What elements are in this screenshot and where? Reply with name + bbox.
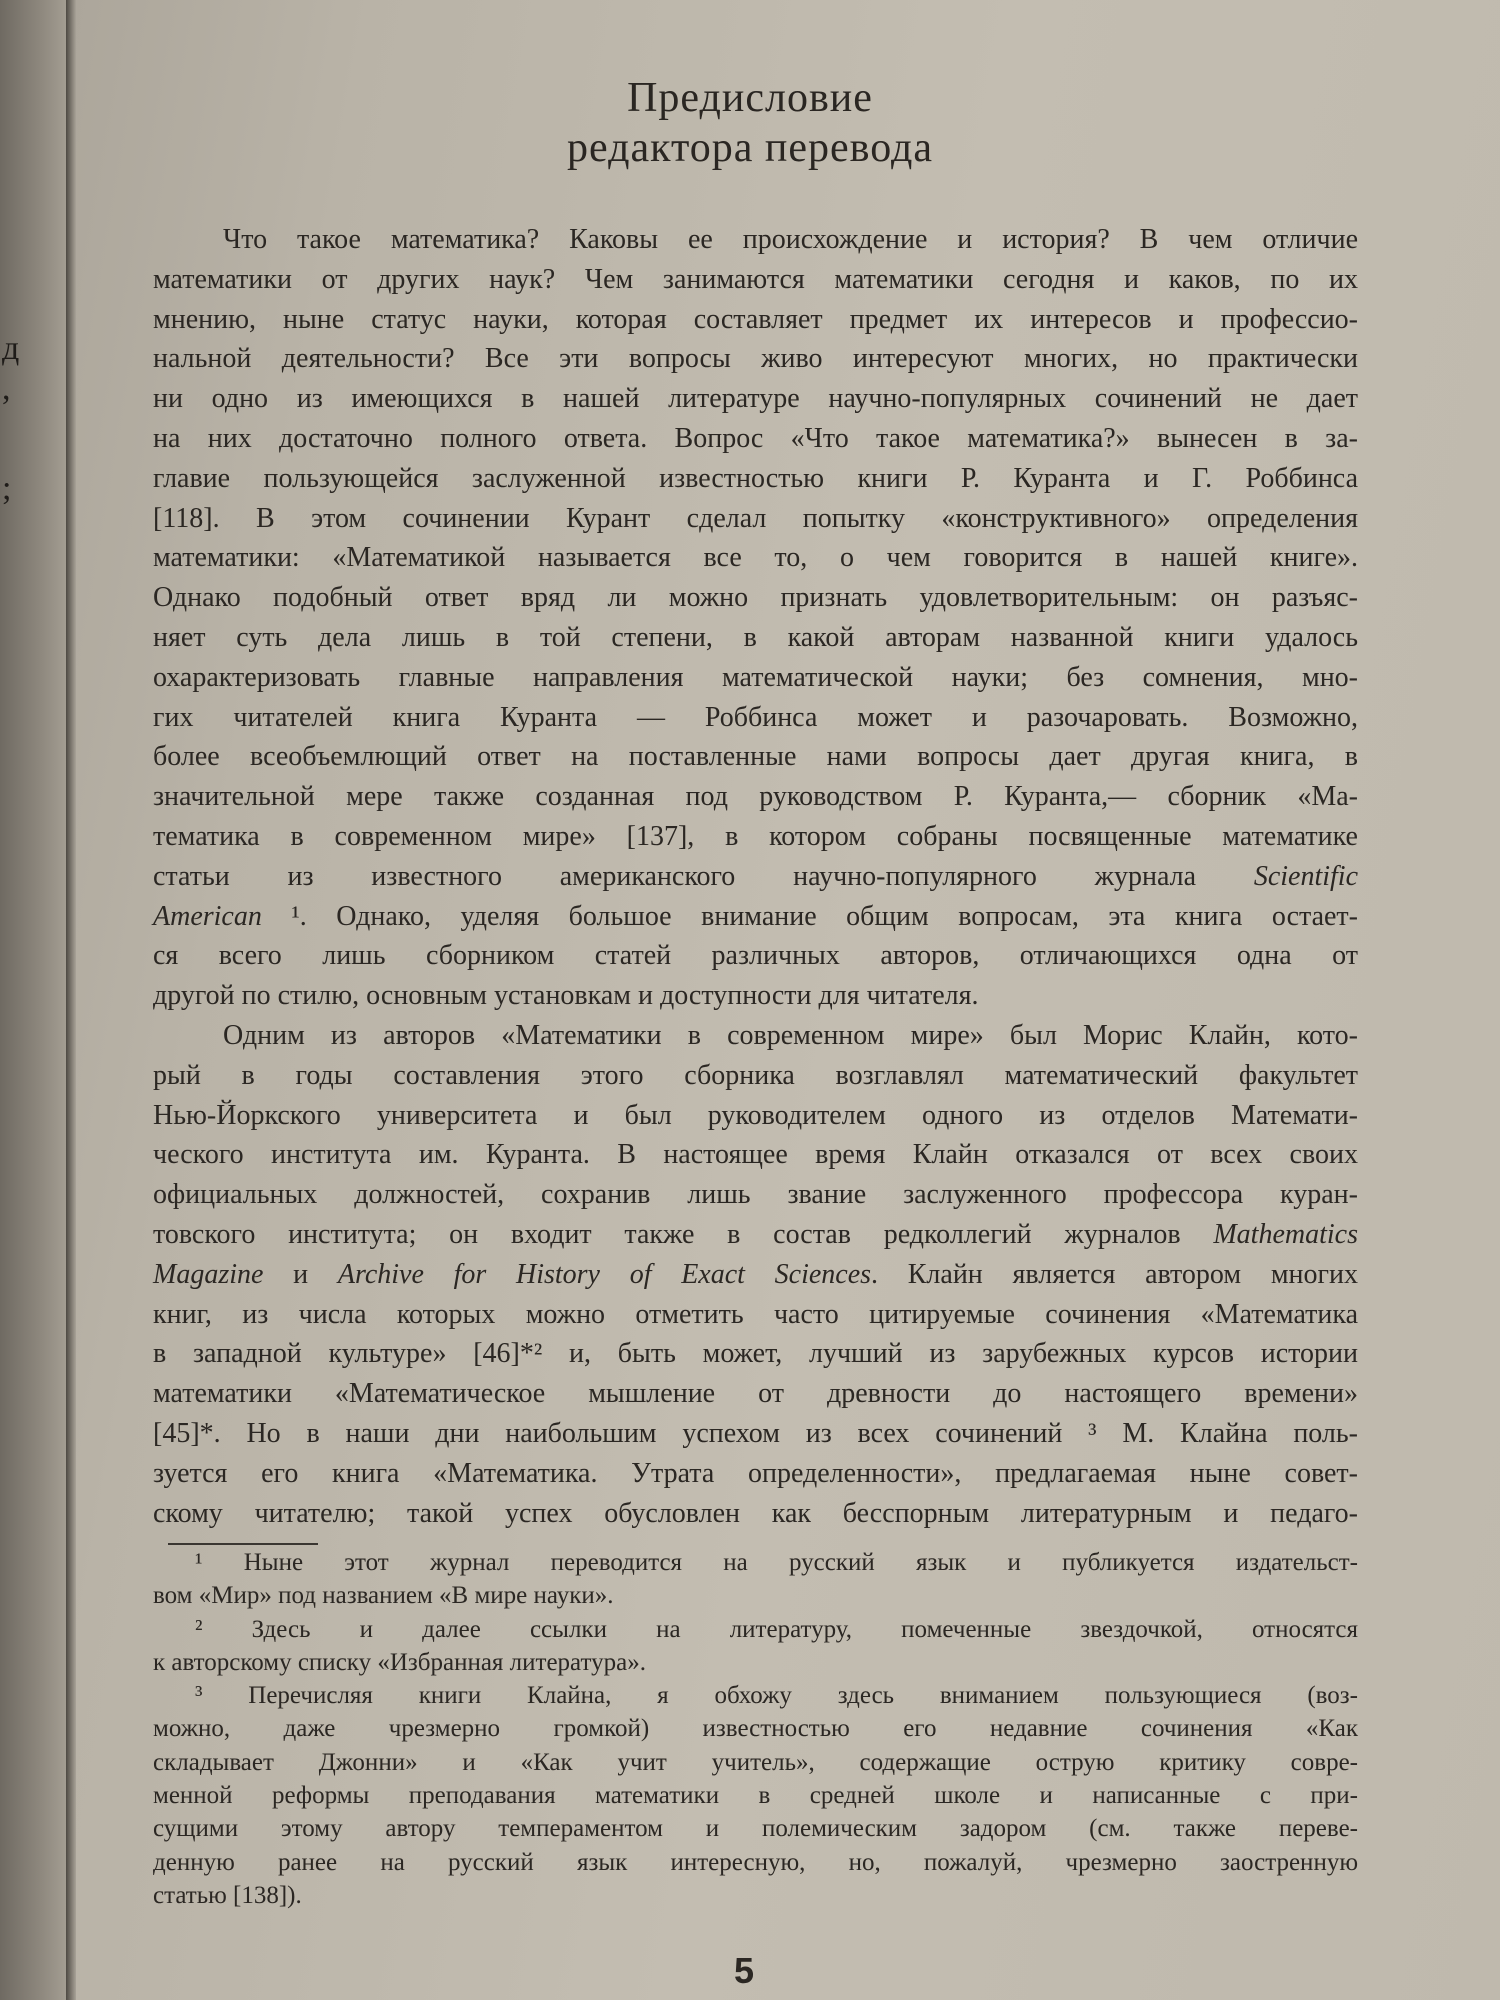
text-line: математики: «Математикой называется все то, о чем говорится в нашей книге». bbox=[153, 542, 1358, 574]
facing-page-edge bbox=[0, 0, 66, 2000]
footnote-line: статью [138]). bbox=[153, 1881, 302, 1909]
footnote-line: ¹ Ныне этот журнал переводится на русский язык и публикуется издательст- bbox=[195, 1549, 1358, 1576]
italic-title: Scientific bbox=[1253, 860, 1358, 892]
text-line: ни одно из имеющихся в нашей литературе научно-популярных сочинений не дает bbox=[153, 383, 1358, 415]
footnote-line: можно, даже чрезмерно громкой) известностью его недавние сочинения «Как bbox=[153, 1715, 1358, 1743]
footnote-line: денную ранее на русский язык интересную, но, пожалуй, чрезмерно заостренную bbox=[153, 1848, 1358, 1876]
text-line: математики от других наук? Чем занимаются математики сегодня и каков, по их bbox=[153, 263, 1358, 295]
italic-title: Magazine bbox=[153, 1258, 264, 1290]
text-line: другой по стилю, основным установкам и доступности для читателя. bbox=[153, 980, 979, 1012]
text-line: Нью-Йоркского университета и был руководителем одного из отделов Математи- bbox=[153, 1099, 1358, 1131]
text-line: главие пользующейся заслуженной известностью книги Р. Куранта и Г. Роббинса bbox=[153, 462, 1358, 494]
footnote-line: к авторскому списку «Избранная литература». bbox=[153, 1648, 646, 1676]
text-line: Одним из авторов «Математики в современном мире» был Морис Клайн, кото- bbox=[223, 1019, 1358, 1051]
facing-page-glyph: ; bbox=[2, 470, 12, 507]
italic-title: Archive for History of Exact Sciences bbox=[337, 1258, 872, 1290]
text-line: более всеобъемлющий ответ на поставленные нами вопросы дает другая книга, в bbox=[153, 741, 1358, 773]
text-line: скому читателю; такой успех обусловлен как бесспорным литературным и педаго- bbox=[153, 1497, 1358, 1529]
text-line: нальной деятельности? Все эти вопросы живо интересуют многих, но практически bbox=[153, 343, 1358, 375]
text-segment: товского института; он входит также в состав редколлегий журналов bbox=[153, 1218, 1214, 1250]
text-line: математики «Математическое мышление от древности до настоящего времени» bbox=[153, 1378, 1358, 1410]
text-line: значительной мере также созданная под руководством Р. Куранта,— сборник «Ма- bbox=[153, 781, 1358, 813]
text-line: на них достаточно полного ответа. Вопрос «Что такое математика?» вынесен в за- bbox=[153, 422, 1358, 454]
footnote-line: сущими этому автору темпераментом и полемическим задором (см. также переве- bbox=[153, 1815, 1358, 1843]
footnotes bbox=[153, 1546, 1358, 1912]
text-line: ся всего лишь сборником статей различных авторов, отличающихся одна от bbox=[153, 940, 1358, 972]
footnote-line: складывает Джонни» и «Как учит учитель», содержащие острую критику совре- bbox=[153, 1748, 1358, 1776]
text-line bbox=[153, 897, 1358, 937]
text-line bbox=[153, 857, 1358, 897]
text-line: няет суть дела лишь в той степени, в какой авторам названной книги удалось bbox=[153, 621, 1358, 653]
text-line: мнению, ныне статус науки, которая составляет предмет их интересов и профессио- bbox=[153, 303, 1358, 335]
facing-page-glyph: , bbox=[2, 370, 11, 407]
text-line: Что такое математика? Каковы ее происхождение и история? В чем отличие bbox=[223, 224, 1358, 255]
page-number: 5 bbox=[734, 1950, 755, 1991]
text-line: официальных должностей, сохранив лишь звание заслуженного профессора куран- bbox=[153, 1179, 1358, 1211]
text-line bbox=[153, 1255, 1358, 1295]
text-line: тематика в современном мире» [137], в котором собраны посвященные математике bbox=[153, 820, 1358, 852]
text-line: [45]*. Но в наши дни наибольшим успехом из всех сочинений ³ М. Клайна поль- bbox=[153, 1417, 1358, 1449]
text-line: [118]. В этом сочинении Курант сделал попытку «конструктивного» определения bbox=[153, 502, 1358, 534]
main-text bbox=[153, 220, 1358, 1533]
text-line: ческого института им. Куранта. В настоящее время Клайн отказался от всех своих bbox=[153, 1139, 1358, 1171]
text-line bbox=[153, 1215, 1358, 1255]
text-line: Однако подобный ответ вряд ли можно признать удовлетворительным: он разъяс- bbox=[153, 582, 1358, 614]
text-line: в западной культуре» [46]*² и, быть может, лучший из зарубежных курсов истории bbox=[153, 1338, 1358, 1370]
footnote-line: ³ Перечисляя книги Клайна, я обхожу здесь вниманием пользующиеся (воз- bbox=[195, 1682, 1358, 1710]
footnote-line: вом «Мир» под названием «В мире науки». bbox=[153, 1582, 614, 1610]
text-line: книг, из числа которых можно отметить часто цитируемые сочинения «Математика bbox=[153, 1298, 1358, 1330]
facing-page-glyph: д bbox=[2, 330, 20, 367]
page-fold-shadow bbox=[66, 0, 76, 2000]
text-line: гих читателей книга Куранта — Роббинса может и разочаровать. Возможно, bbox=[153, 701, 1358, 733]
text-segment: статьи из известного американского научно-популярного журнала bbox=[153, 860, 1254, 892]
footnote-line: ² Здесь и далее ссылки на литературу, помеченные звездочкой, относятся bbox=[195, 1615, 1358, 1643]
page-title-line-1: Предисловие bbox=[627, 75, 873, 121]
text-segment: и bbox=[263, 1258, 338, 1290]
footnote-line: менной реформы преподавания математики в средней школе и написанные с при- bbox=[153, 1782, 1358, 1810]
footnote-separator bbox=[168, 1543, 318, 1545]
text-segment: . Клайн является автором многих bbox=[871, 1258, 1358, 1290]
page-title-line-2: редактора перевода bbox=[567, 125, 933, 171]
text-line: рый в годы составления этого сборника возглавлял математический факультет bbox=[153, 1059, 1358, 1091]
text-line: охарактеризовать главные направления математической науки; без сомнения, мно- bbox=[153, 661, 1358, 693]
text-line: зуется его книга «Математика. Утрата определенности», предлагаемая ныне совет- bbox=[153, 1457, 1358, 1489]
italic-title: Mathematics bbox=[1213, 1218, 1358, 1250]
italic-title: American bbox=[153, 900, 262, 932]
text-segment: ¹. Однако, уделяя большое внимание общим вопросам, эта книга остает- bbox=[261, 900, 1358, 932]
